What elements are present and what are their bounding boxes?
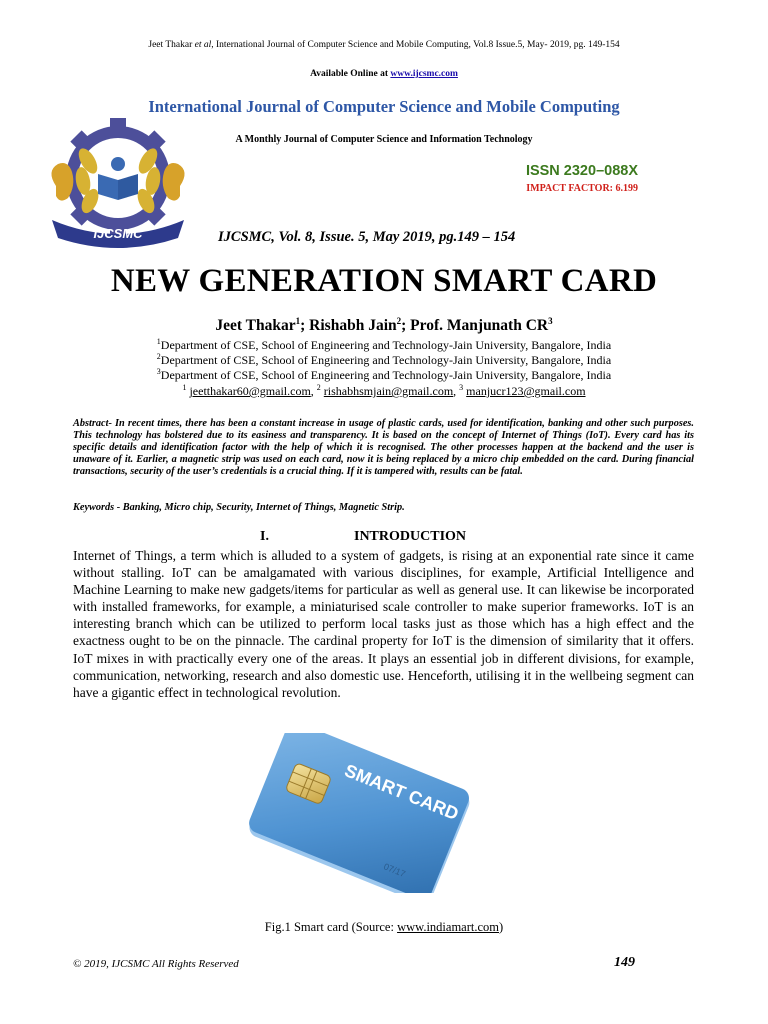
- author-sup: 2: [396, 316, 402, 326]
- affiliation-text: Department of CSE, School of Engineering and Technology-Jain University, Bangalore, India: [160, 368, 612, 382]
- author-sep: ;: [300, 317, 310, 335]
- caption-link[interactable]: www.indiamart.com: [397, 920, 500, 934]
- email-sup: 1: [182, 383, 187, 392]
- keywords: Keywords - Banking, Micro chip, Security, Internet of Things, Magnetic Strip.: [73, 502, 405, 513]
- affiliation: [0, 337, 768, 353]
- email-link[interactable]: manjucr123@gmail.com: [466, 384, 586, 398]
- section-title: INTRODUCTION: [354, 529, 467, 544]
- issn-label: ISSN 2320–088X: [525, 163, 638, 179]
- figure-caption: [0, 920, 768, 935]
- logo-text: IJCSMC: [93, 226, 143, 241]
- author-name: Rishabh Jain: [309, 317, 397, 335]
- affiliation-text: Department of CSE, School of Engineering and Technology-Jain University, Bangalore, India: [160, 338, 612, 352]
- running-etal: et al: [194, 40, 212, 50]
- affiliation-sup: 2: [156, 352, 161, 361]
- page-number: 149: [614, 955, 635, 970]
- email-sup: 2: [316, 383, 321, 392]
- affiliation-text: Department of CSE, School of Engineering and Technology-Jain University, Bangalore, India: [160, 353, 612, 367]
- emails-line: [0, 383, 768, 399]
- abstract: Abstract- In recent times, there has been a constant increase in usage of plastic cards, used for identification, banking and other such purposes. This technology has bolstered due to its easiness and transparency. It is based on the concept of Internet of Things (IoT). Every card has its specific details and identification factor with the help of which it is recognised. The other processes happen at the backend and the user is unaware of it. Earlier, a magnetic strip was used on each card, now it is being replaced by a micro chip embedded on the card. During financial transactions, security of the user’s credentials is a crucial thing. If it is tampered with, results can be fatal.: [73, 418, 694, 478]
- card-body: [245, 733, 472, 893]
- email-sup: 3: [459, 383, 464, 392]
- journal-title: International Journal of Computer Science and Mobile Computing: [148, 97, 620, 116]
- available-online: [0, 69, 768, 79]
- smart-card-image: [242, 733, 472, 893]
- copyright: © 2019, IJCSMC All Rights Reserved: [73, 958, 239, 970]
- affiliation: [0, 367, 768, 383]
- author-name: Jeet Thakar: [215, 317, 296, 335]
- paper-title: NEW GENERATION SMART CARD: [110, 263, 658, 299]
- introduction-body: Internet of Things, a term which is alluded to a system of gadgets, is rising at an exponential rate since it came without stalling. IoT can be amalgamated with various disciplines, for example, Artificial Intelligence and Machine Learning to make new gadgets/items for particular as well as general use. It can likewise be incorporated with installed frameworks, for example, a miniaturised scale controller to make superior frameworks. IoT is an interesting branch which can be utilized to perform local tasks just as those which has a high effect and the exactness ought to be on the pinnacle. The cardinal property for IoT is the dimension of similarity that it offers. IoT mixes in with practically every one of the areas. It plays an essential job in different divisions, for example, communication, networking, research and also domestic use. Henceforth, utilising it in the wellbeing segment can have a gigantic effect in technological revolution.: [73, 548, 694, 700]
- available-label: Available Online at: [310, 69, 391, 79]
- author-sup: 3: [548, 316, 553, 326]
- card-number: 07/17: [382, 861, 407, 880]
- caption-suffix: ): [499, 920, 504, 934]
- issue-line: IJCSMC, Vol. 8, Issue. 5, May 2019, pg.149 – 154: [218, 229, 516, 245]
- card-title: SMART CARD: [341, 760, 462, 825]
- author-sup: 1: [295, 316, 301, 326]
- email-link[interactable]: jeetthakar60@gmail.com: [189, 384, 311, 398]
- affiliation-sup: 3: [156, 367, 161, 376]
- impact-factor: IMPACT FACTOR: 6.199: [526, 183, 638, 194]
- authors-line: [0, 316, 768, 335]
- journal-subtitle: A Monthly Journal of Computer Science and Information Technology: [235, 134, 533, 145]
- author-name: Prof. Manjunath CR: [410, 317, 549, 335]
- running-citation: , International Journal of Computer Science and Mobile Computing, Vol.8 Issue.5, May- 2019, pg. 149-154: [211, 40, 620, 50]
- affiliation: [0, 352, 768, 368]
- affiliation-sup: 1: [156, 337, 161, 346]
- caption-prefix: Fig.1 Smart card (Source:: [264, 920, 398, 934]
- running-author: Jeet Thakar: [148, 40, 193, 50]
- email-sep: ,: [453, 384, 460, 398]
- email-sep: ,: [310, 384, 317, 398]
- section-number: I.: [260, 529, 269, 544]
- running-header: [0, 40, 768, 50]
- author-sep: ;: [401, 317, 411, 335]
- email-link[interactable]: rishabhsmjain@gmail.com: [323, 384, 454, 398]
- journal-url-link[interactable]: www.ijcsmc.com: [390, 69, 458, 79]
